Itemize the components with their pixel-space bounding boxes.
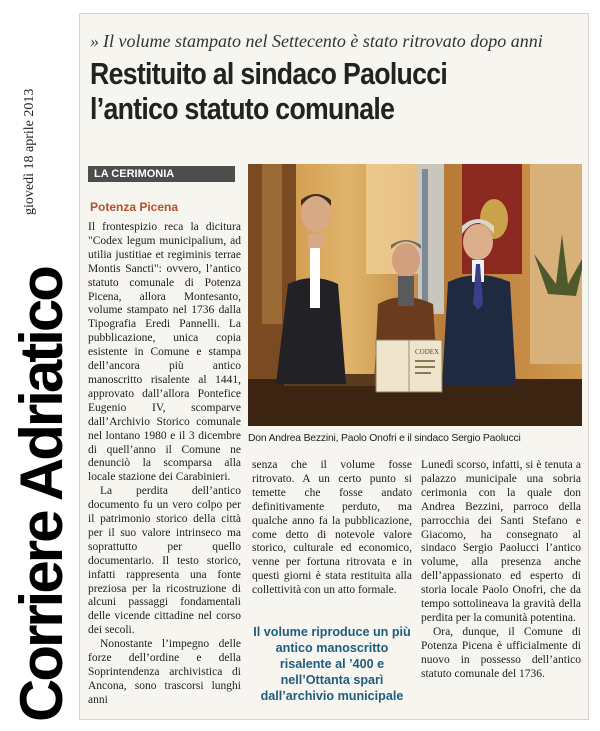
headline xyxy=(90,56,511,126)
article-column-3 xyxy=(421,459,581,682)
dateline: Potenza Picena xyxy=(90,200,179,214)
masthead: Corriere Adriatico xyxy=(8,268,75,722)
article-column-2 xyxy=(252,459,412,598)
publication-date: giovedì 18 aprile 2013 xyxy=(22,88,37,215)
paragraph: Nonostante l’impegno delle forze dell’ordine e della Soprintendenza archivistica di Ancona, sono trascorsi lunghi anni xyxy=(88,638,241,706)
headline-line-1: Restituito al sindaco Paolucci xyxy=(90,56,448,91)
paragraph: La perdita dell’antico documento fu un vero colpo per il patrimonio storico della città per il suo valore intrinseco ma soprattutto per quello documentario. Il testo storico, infatti rappresenta una fonte preziosa per la ricostruzione di alcuni passaggi fondamentali delle vicende cittadine nel corso dei secoli. xyxy=(88,485,241,637)
arrow-icon: » xyxy=(90,31,99,51)
pull-quote: Il volume riproduce un più antico manoscritto risalente al ’400 e nell’Ottanta sparì dall’archivio municipale xyxy=(253,625,411,703)
paragraph: Il frontespizio reca la dicitura "Codex legum municipalium, ad utilia justitiae et regiminis terrae Montis Sancti": ovvero, l’antico statuto comunale di Potenza Picena, allora Montesanto, volume stampato nel 1736 dalla Tipografia Eredi Pannelli. La pubblicazione, unica copia esistente in Comune e stampa dell’ancora più antico manoscritto risalente al 1441, approvato dall’allora Pontefice Eugenio IV, scomparve dall’Archivio Storico comunale nel lontano 1980 e il 3 dicembre di quell’anno il Comune ne denunciò la scomparsa alla locale stazione dei Carabinieri. xyxy=(88,221,241,484)
paragraph: senza che il volume fosse ritrovato. A un certo punto si temette che fosse andato definitivamente perduto, ma qualche anno fa la pubblicazione, come detto di notevole valore storico, culturale ed economico, venne per fortuna ritrovata e in questi giorni è stata restituita alla collettività con un atto formale. xyxy=(252,459,412,597)
article-column-1 xyxy=(88,221,241,708)
paragraph: Ora, dunque, il Comune di Potenza Picena è ufficialmente di nuovo in possesso dell’antico statuto comunale del 1736. xyxy=(421,625,581,680)
section-label: LA CERIMONIA xyxy=(88,166,235,182)
ceremony-photo xyxy=(248,164,582,426)
book-title-text: CODEX xyxy=(415,348,440,356)
photo-caption: Don Andrea Bezzini, Paolo Onofri e il sindaco Sergio Paolucci xyxy=(248,433,521,444)
kicker: » Il volume stampato nel Settecento è stato ritrovato dopo anni xyxy=(90,31,543,51)
headline-line-2: l’antico statuto comunale xyxy=(90,91,395,126)
paragraph: Lunedì scorso, infatti, si è tenuta a palazzo municipale una sobria cerimonia con la quale don Andrea Bezzini, parroco della parrocchia dei Santi Stefano e Giacomo, ha consegnato al sindaco Sergio Paolucci l’antico volume, alla presenza anche dell’appassionato ed esperto di storia locale Paolo Onofri, che da tempo sottolineava la gravità della perdita per la comunità potentina. xyxy=(421,459,581,624)
newspaper-clipping xyxy=(80,14,588,719)
